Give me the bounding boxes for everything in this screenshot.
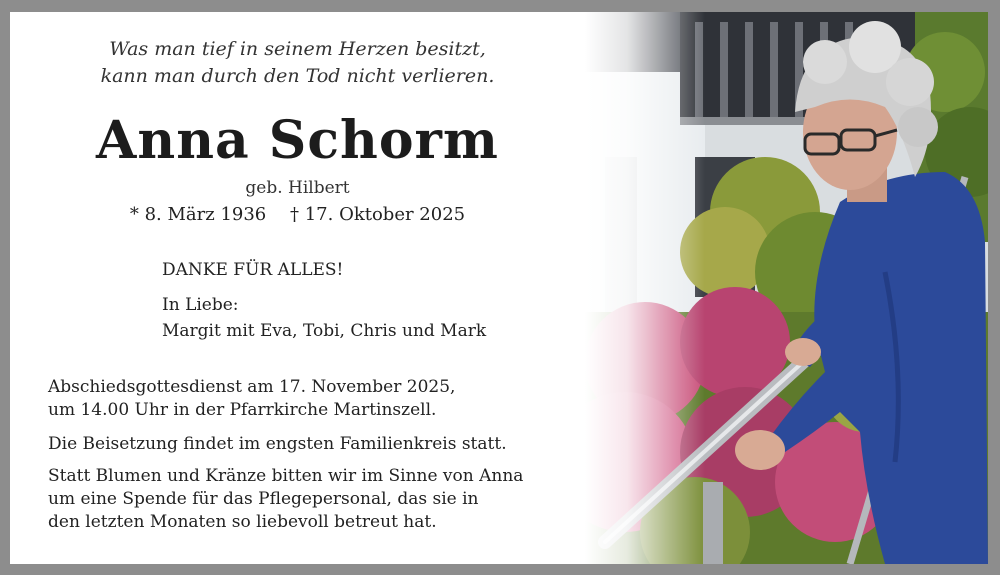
burial-info: Die Beisetzung findet im engsten Familienkreis statt. <box>48 434 507 454</box>
mourners-names: Margit mit Eva, Tobi, Chris und Mark <box>162 321 487 341</box>
service-info <box>48 376 455 422</box>
obituary-card <box>10 12 988 564</box>
death-date: † 17. Oktober 2025 <box>290 204 466 225</box>
deceased-name: Anna Schorm <box>96 110 499 171</box>
quote-line: kann man durch den Tod nicht verlieren. <box>100 65 495 87</box>
donation-line: um eine Spende für das Pflegepersonal, das sie in <box>48 489 479 509</box>
life-dates <box>10 204 585 225</box>
birth-date: * 8. März 1936 <box>129 204 267 225</box>
quote-line: Was man tief in seinem Herzen besitzt, <box>109 38 486 60</box>
mourners-intro: In Liebe: <box>162 295 239 315</box>
memorial-quote <box>10 36 585 90</box>
thanks-line: DANKE FÜR ALLES! <box>162 260 344 280</box>
service-line: um 14.00 Uhr in der Pfarrkirche Martinszell. <box>48 400 437 420</box>
service-line: Abschiedsgottesdienst am 17. November 2025, <box>48 377 456 397</box>
photo-fade <box>585 12 705 564</box>
portrait-photo <box>585 12 988 564</box>
donation-line: Statt Blumen und Kränze bitten wir im Sinne von Anna <box>48 466 524 486</box>
donation-line: den letzten Monaten so liebevoll betreut hat. <box>48 512 437 532</box>
donation-info <box>48 465 523 534</box>
mourners-block <box>162 292 486 344</box>
birth-name: geb. Hilbert <box>245 178 350 198</box>
